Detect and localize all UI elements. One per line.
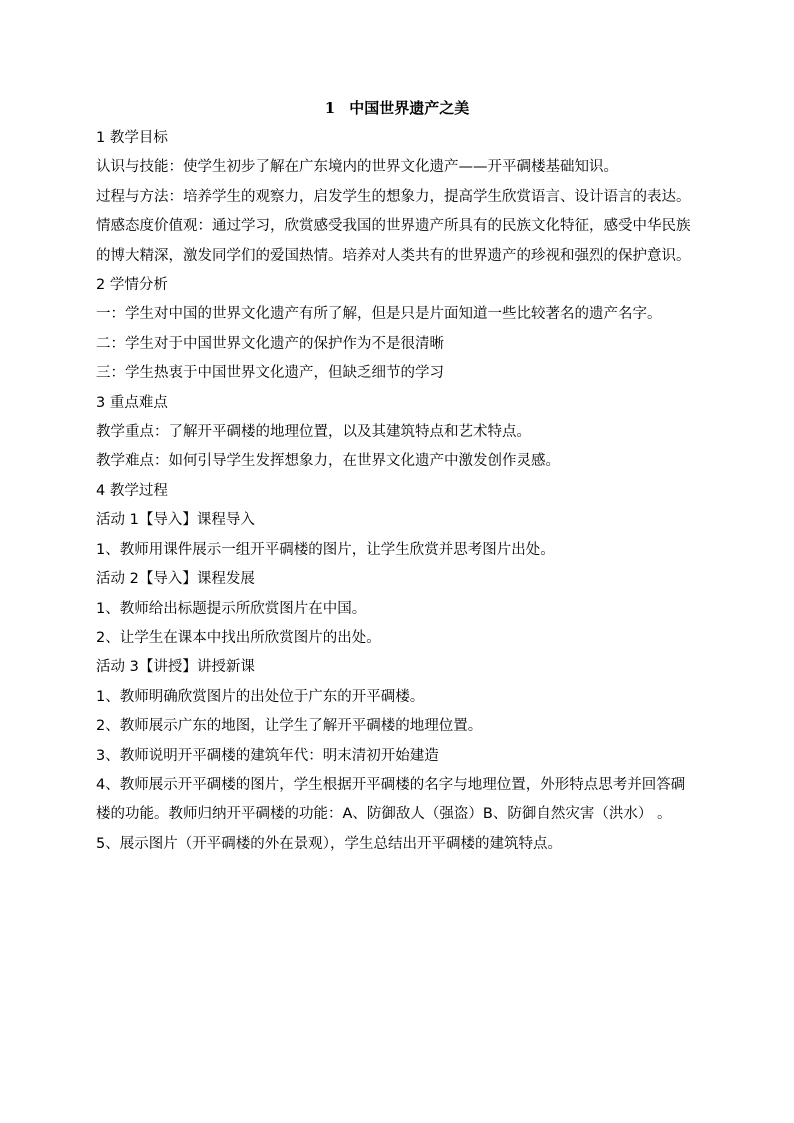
paragraph-emotion-values: 情感态度价值观：通过学习，欣赏感受我国的世界遗产所具有的民族文化特征，感受中华民族的博大精深，激发同学们的爱国热情。培养对人类共有的世界遗产的珍视和强烈的保护意识。 [96, 218, 691, 264]
section-heading-process: 4 教学过程 [96, 482, 168, 499]
paragraph-analysis-2: 二：学生对于中国世界文化遗产的保护作为不是很清晰 [96, 335, 444, 352]
activity-2-step-2: 2、让学生在课本中找出所欣赏图片的出处。 [96, 629, 381, 646]
document-body [96, 124, 698, 859]
paragraph-knowledge-skills: 认识与技能：使学生初步了解在广东境内的世界文化遗产——开平碉楼基础知识。 [96, 159, 618, 176]
activity-3-step-3: 3、教师说明开平碉楼的建筑年代：明末清初开始建造 [96, 747, 439, 764]
paragraph-key-point: 教学重点：了解开平碉楼的地理位置，以及其建筑特点和艺术特点。 [96, 424, 531, 441]
activity-3-step-4: 4、教师展示开平碉楼的图片，学生根据开平碉楼的名字与地理位置，外形特点思考并回答碉楼的功能。教师归纳开平碉楼的功能：A、防御敌人（强盗）B、防御自然灾害（洪水） 。 [96, 776, 686, 823]
activity-3-step-2: 2、教师展示广东的地图，让学生了解开平碉楼的地理位置。 [96, 718, 483, 735]
section-heading-analysis: 2 学情分析 [96, 277, 168, 294]
activity-3-step-5: 5、展示图片（开平碉楼的外在景观），学生总结出开平碉楼的建筑特点。 [96, 835, 562, 852]
paragraph-difficulty: 教学难点：如何引导学生发挥想象力，在世界文化遗产中激发创作灵感。 [96, 453, 560, 470]
paragraph-process-methods: 过程与方法：培养学生的观察力，启发学生的想象力，提高学生欣赏语言、设计语言的表达。 [96, 188, 691, 205]
page-title [0, 98, 794, 118]
paragraph-analysis-3: 三：学生热衷于中国世界文化遗产，但缺乏细节的学习 [96, 365, 444, 382]
title-text: 中国世界遗产之美 [349, 99, 470, 117]
section-heading-key-points: 3 重点难点 [96, 394, 168, 411]
activity-2-step-1: 1、教师给出标题提示所欣赏图片在中国。 [96, 600, 367, 617]
paragraph-analysis-1: 一：学生对中国的世界文化遗产有所了解，但是只是片面知道一些比较著名的遗产名字。 [96, 306, 662, 323]
activity-3-heading: 活动 3【讲授】讲授新课 [96, 659, 255, 676]
section-heading-objectives: 1 教学目标 [96, 130, 168, 146]
title-number: 1 [324, 99, 336, 117]
activity-2-heading: 活动 2【导入】课程发展 [96, 571, 255, 588]
activity-1-step-1: 1、教师用课件展示一组开平碉楼的图片，让学生欣赏并思考图片出处。 [96, 541, 555, 558]
activity-3-step-1: 1、教师明确欣赏图片的出处位于广东的开平碉楼。 [96, 688, 425, 705]
activity-1-heading: 活动 1【导入】课程导入 [96, 512, 255, 529]
